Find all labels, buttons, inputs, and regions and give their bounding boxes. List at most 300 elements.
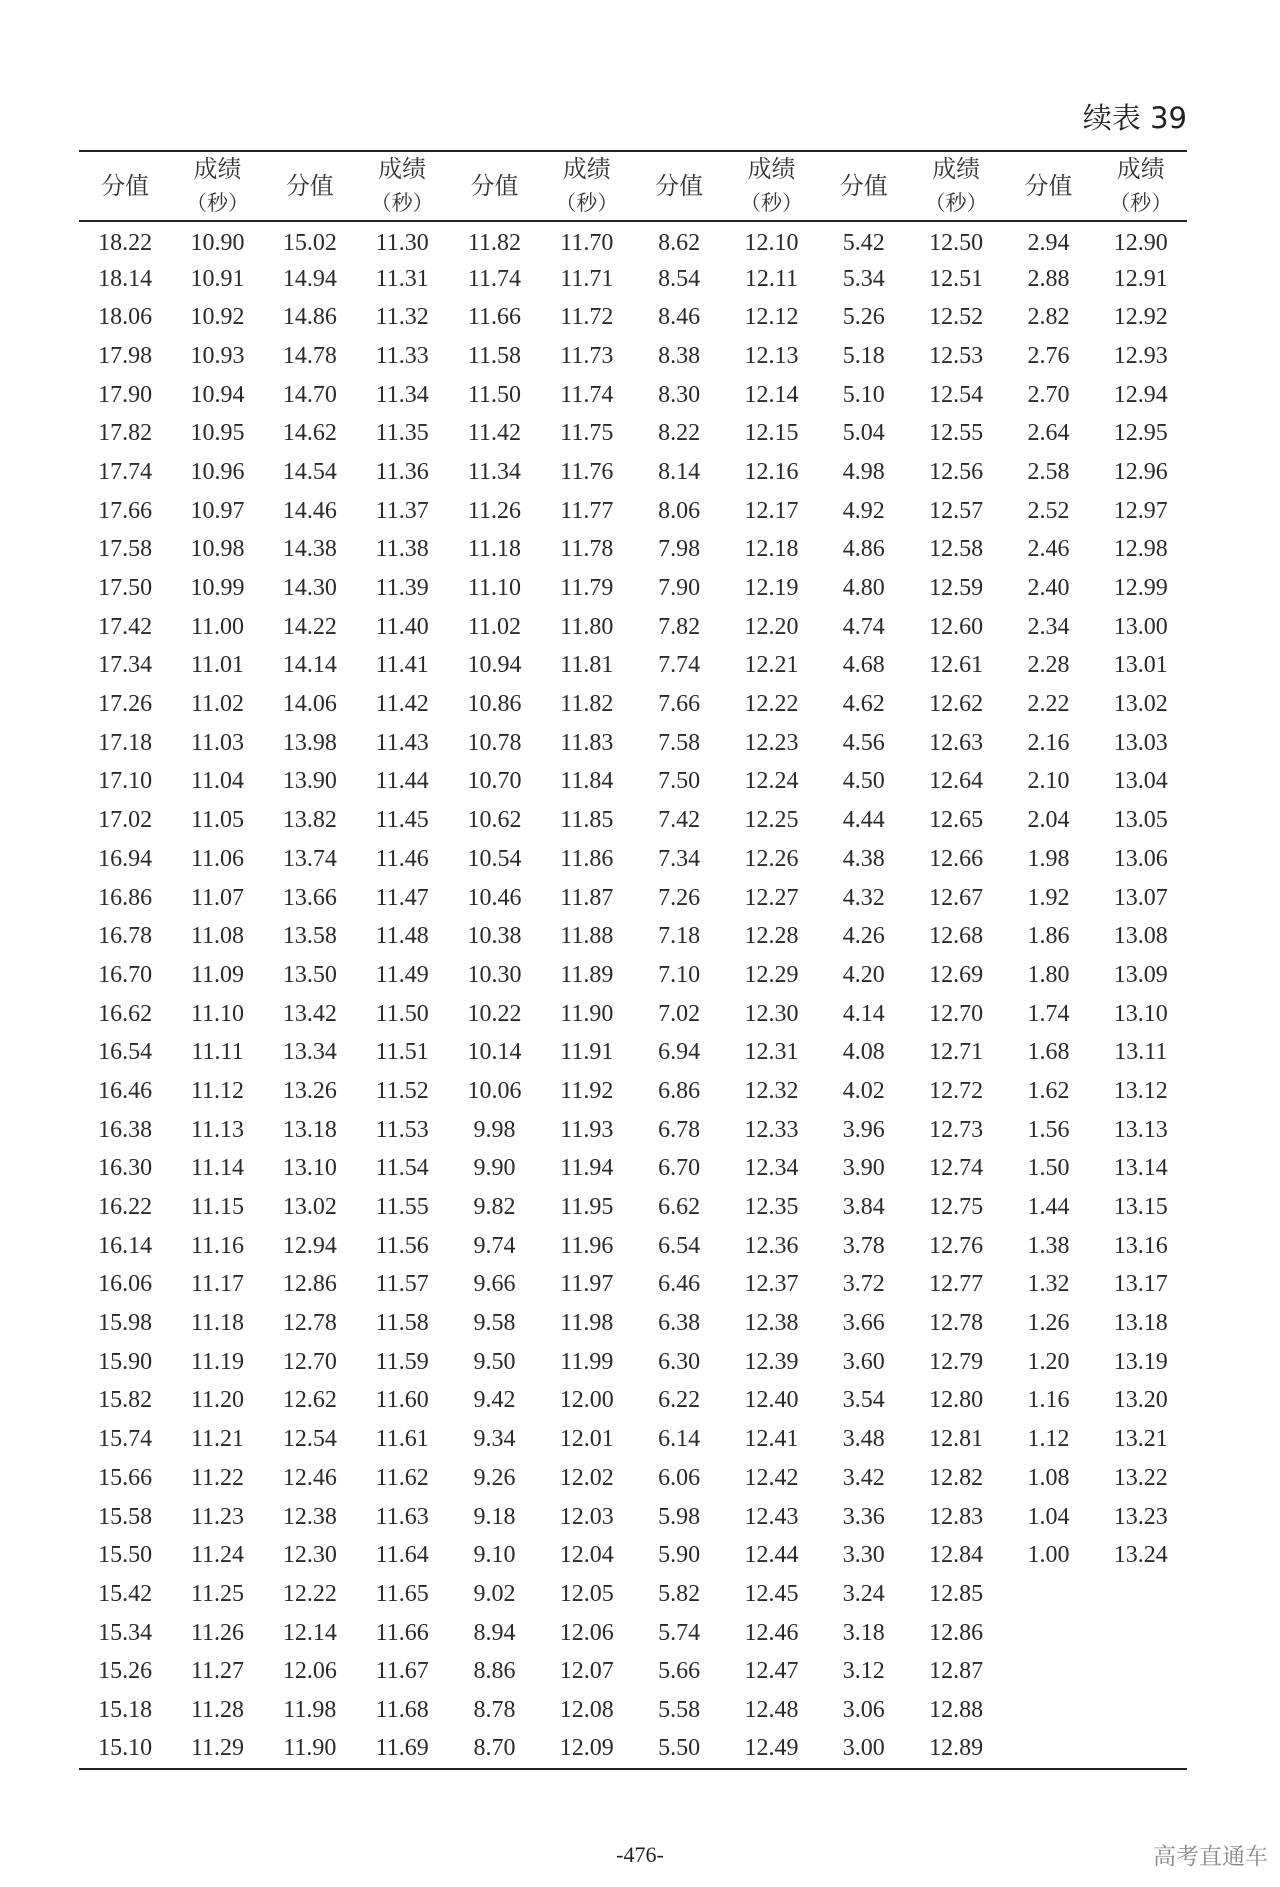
result-cell: 12.47 <box>744 1658 799 1685</box>
score-cell: 10.22 <box>467 1000 522 1027</box>
result-cell: 12.62 <box>929 691 984 718</box>
result-cell: 11.26 <box>190 1619 245 1646</box>
score-cell: 1.08 <box>1027 1464 1070 1491</box>
result-cell: 11.94 <box>560 1155 614 1182</box>
score-cell: 2.94 <box>1027 230 1070 257</box>
result-cell: 12.79 <box>929 1348 984 1375</box>
score-cell: 13.66 <box>282 884 337 911</box>
result-cell: 11.29 <box>190 1735 245 1762</box>
result-cell: 12.19 <box>744 575 799 602</box>
result-cell: 10.92 <box>190 304 245 331</box>
score-cell: 1.20 <box>1027 1348 1070 1375</box>
score-cell: 13.42 <box>282 1000 337 1027</box>
score-cell: 16.62 <box>98 1000 153 1027</box>
result-cell: 12.66 <box>929 845 984 872</box>
score-cell: 12.94 <box>282 1232 337 1259</box>
score-cell: 16.70 <box>98 961 153 988</box>
result-cell: 12.11 <box>744 265 799 292</box>
result-cell: 11.86 <box>560 845 614 872</box>
score-cell: 11.74 <box>467 265 522 292</box>
result-cell: 12.30 <box>744 1000 799 1027</box>
score-cell: 18.06 <box>98 304 153 331</box>
page-number: -476- <box>616 1842 664 1867</box>
result-cell: 11.07 <box>190 884 245 911</box>
score-cell: 10.70 <box>467 768 522 795</box>
result-cell: 11.47 <box>375 884 429 911</box>
header-result-label: 成绩 <box>932 155 981 183</box>
result-cell: 11.09 <box>190 961 245 988</box>
result-cell: 11.37 <box>375 497 429 524</box>
result-cell: 11.43 <box>375 729 429 756</box>
score-cell: 16.54 <box>98 1039 153 1066</box>
score-cell: 12.78 <box>282 1310 337 1337</box>
result-cell: 12.63 <box>929 729 984 756</box>
result-cell: 11.77 <box>560 497 614 524</box>
result-cell: 12.29 <box>744 961 799 988</box>
score-cell: 4.26 <box>842 923 885 950</box>
result-cell <box>1095 1614 1187 1653</box>
result-cell: 12.08 <box>559 1696 614 1723</box>
score-cell: 13.50 <box>282 961 337 988</box>
result-cell: 13.05 <box>1113 807 1168 834</box>
result-cell: 11.28 <box>190 1696 245 1723</box>
score-cell: 14.46 <box>282 497 337 524</box>
result-cell: 12.64 <box>929 768 984 795</box>
result-cell: 10.95 <box>190 420 245 447</box>
score-cell: 2.16 <box>1027 729 1070 756</box>
result-cell: 11.92 <box>560 1077 614 1104</box>
score-cell: 14.86 <box>282 304 337 331</box>
score-cell: 2.70 <box>1027 381 1070 408</box>
result-cell: 13.20 <box>1113 1387 1168 1414</box>
result-cell: 13.21 <box>1113 1426 1168 1453</box>
score-cell: 13.90 <box>282 768 337 795</box>
result-cell: 12.28 <box>744 923 799 950</box>
result-cell: 11.38 <box>375 536 429 563</box>
score-cell: 1.62 <box>1027 1077 1070 1104</box>
score-cell: 4.32 <box>842 884 885 911</box>
score-cell: 3.66 <box>842 1310 885 1337</box>
score-cell: 15.90 <box>98 1348 153 1375</box>
header-unit: （秒） <box>924 191 988 215</box>
result-cell: 11.74 <box>560 381 614 408</box>
result-cell: 12.06 <box>559 1619 614 1646</box>
table-row <box>79 995 1187 1034</box>
result-cell: 10.93 <box>190 342 245 369</box>
table-row <box>79 1188 1187 1227</box>
score-cell: 15.66 <box>98 1464 153 1491</box>
result-cell: 12.78 <box>929 1310 984 1337</box>
result-cell <box>1095 1652 1187 1691</box>
score-cell: 4.80 <box>842 575 885 602</box>
table-row <box>79 647 1187 686</box>
table-row <box>79 1614 1187 1653</box>
table-row <box>79 917 1187 956</box>
score-cell: 3.18 <box>842 1619 885 1646</box>
table-row <box>79 1420 1187 1459</box>
result-cell: 12.35 <box>744 1194 799 1221</box>
result-cell: 12.92 <box>1113 304 1168 331</box>
score-cell: 2.46 <box>1027 536 1070 563</box>
result-cell: 12.69 <box>929 961 984 988</box>
result-cell: 11.66 <box>375 1619 429 1646</box>
score-cell: 8.94 <box>473 1619 516 1646</box>
result-cell: 11.78 <box>560 536 614 563</box>
table-row <box>79 1498 1187 1537</box>
score-cell: 3.96 <box>842 1116 885 1143</box>
score-cell: 4.56 <box>842 729 885 756</box>
score-cell: 14.70 <box>282 381 337 408</box>
score-cell: 1.50 <box>1027 1155 1070 1182</box>
result-cell: 11.65 <box>375 1580 429 1607</box>
score-cell: 7.90 <box>658 575 701 602</box>
result-cell: 11.42 <box>375 691 429 718</box>
score-cell: 9.74 <box>473 1232 516 1259</box>
score-cell: 12.46 <box>282 1464 337 1491</box>
score-cell: 9.42 <box>473 1387 516 1414</box>
score-cell: 12.70 <box>282 1348 337 1375</box>
score-cell: 6.22 <box>658 1387 701 1414</box>
table-row <box>79 1072 1187 1111</box>
score-cell: 15.26 <box>98 1658 153 1685</box>
score-cell: 8.46 <box>658 304 701 331</box>
score-cell: 14.22 <box>282 613 337 640</box>
result-cell: 11.67 <box>375 1658 429 1685</box>
header-result-label: 成绩 <box>378 155 427 183</box>
score-cell: 5.98 <box>658 1503 701 1530</box>
result-cell: 10.96 <box>190 458 245 485</box>
score-cell <box>1002 1575 1094 1614</box>
result-cell: 12.49 <box>744 1735 799 1762</box>
header-result <box>356 151 448 221</box>
result-cell: 12.88 <box>929 1696 984 1723</box>
result-cell: 11.11 <box>191 1039 244 1066</box>
header-score: 分值 <box>1024 172 1073 200</box>
result-cell: 12.37 <box>744 1271 799 1298</box>
score-cell: 18.14 <box>98 265 153 292</box>
result-cell: 12.14 <box>744 381 799 408</box>
score-cell: 18.22 <box>98 230 153 257</box>
result-cell: 13.08 <box>1113 923 1168 950</box>
score-cell: 3.36 <box>842 1503 885 1530</box>
score-cell: 15.50 <box>98 1542 153 1569</box>
result-cell: 11.18 <box>190 1310 245 1337</box>
result-cell: 12.20 <box>744 613 799 640</box>
result-cell: 12.76 <box>929 1232 984 1259</box>
result-cell: 12.18 <box>744 536 799 563</box>
result-cell: 13.12 <box>1113 1077 1168 1104</box>
score-cell: 5.18 <box>842 342 885 369</box>
score-cell: 16.78 <box>98 923 153 950</box>
header-unit: （秒） <box>1109 191 1173 215</box>
score-cell: 3.90 <box>842 1155 885 1182</box>
table-row <box>79 337 1187 376</box>
result-cell: 11.62 <box>375 1464 429 1491</box>
result-cell: 11.84 <box>560 768 614 795</box>
result-cell: 11.17 <box>190 1271 245 1298</box>
score-cell: 1.32 <box>1027 1271 1070 1298</box>
score-cell: 12.14 <box>282 1619 337 1646</box>
score-cell: 2.28 <box>1027 652 1070 679</box>
score-cell: 9.26 <box>473 1464 516 1491</box>
result-cell: 11.72 <box>560 304 614 331</box>
result-cell: 13.04 <box>1113 768 1168 795</box>
table-row <box>79 1575 1187 1614</box>
result-cell: 11.19 <box>190 1348 245 1375</box>
result-cell: 12.85 <box>929 1580 984 1607</box>
result-cell: 12.05 <box>559 1580 614 1607</box>
score-cell: 9.58 <box>473 1310 516 1337</box>
result-cell: 12.89 <box>929 1735 984 1762</box>
score-cell: 2.52 <box>1027 497 1070 524</box>
result-cell: 11.49 <box>375 961 429 988</box>
table-row <box>79 763 1187 802</box>
score-cell: 1.12 <box>1027 1426 1070 1453</box>
result-cell: 11.96 <box>560 1232 614 1259</box>
score-cell: 11.66 <box>467 304 522 331</box>
score-cell: 10.54 <box>467 845 522 872</box>
result-cell: 12.72 <box>929 1077 984 1104</box>
score-cell: 2.82 <box>1027 304 1070 331</box>
score-cell: 10.62 <box>467 807 522 834</box>
score-cell: 12.38 <box>282 1503 337 1530</box>
result-cell: 11.25 <box>190 1580 245 1607</box>
score-cell: 17.02 <box>98 807 153 834</box>
result-cell: 11.53 <box>375 1116 429 1143</box>
score-cell: 6.94 <box>658 1039 701 1066</box>
score-cell: 2.22 <box>1027 691 1070 718</box>
table-row <box>79 685 1187 724</box>
score-cell: 11.98 <box>283 1696 337 1723</box>
score-cell: 11.50 <box>467 381 522 408</box>
result-cell: 11.01 <box>190 652 245 679</box>
result-cell: 11.05 <box>190 807 245 834</box>
result-cell <box>1095 1691 1187 1730</box>
result-cell: 11.50 <box>375 1000 429 1027</box>
score-cell: 11.10 <box>467 575 522 602</box>
result-cell: 10.94 <box>190 381 245 408</box>
score-cell: 16.30 <box>98 1155 153 1182</box>
table-row <box>79 1227 1187 1266</box>
score-cell: 11.82 <box>467 230 522 257</box>
result-cell: 12.75 <box>929 1194 984 1221</box>
score-cell: 12.06 <box>282 1658 337 1685</box>
result-cell: 11.91 <box>560 1039 614 1066</box>
score-cell: 5.34 <box>842 265 885 292</box>
score-cell: 5.42 <box>842 230 885 257</box>
result-cell <box>1095 1575 1187 1614</box>
score-cell: 3.42 <box>842 1464 885 1491</box>
score-cell: 9.82 <box>473 1194 516 1221</box>
score-cell: 6.14 <box>658 1426 701 1453</box>
score-cell: 5.82 <box>658 1580 701 1607</box>
table-row <box>79 414 1187 453</box>
score-cell: 5.66 <box>658 1658 701 1685</box>
score-cell: 7.18 <box>658 923 701 950</box>
result-cell: 11.10 <box>190 1000 245 1027</box>
table-row <box>79 840 1187 879</box>
result-cell: 12.38 <box>744 1310 799 1337</box>
result-cell: 11.22 <box>190 1464 245 1491</box>
table-row <box>79 1266 1187 1305</box>
score-cell: 1.68 <box>1027 1039 1070 1066</box>
score-cell: 6.78 <box>658 1116 701 1143</box>
result-cell: 12.39 <box>744 1348 799 1375</box>
score-cell: 5.74 <box>658 1619 701 1646</box>
score-cell: 13.82 <box>282 807 337 834</box>
result-cell: 12.60 <box>929 613 984 640</box>
score-cell: 2.10 <box>1027 768 1070 795</box>
score-cell: 4.68 <box>842 652 885 679</box>
result-cell: 12.50 <box>929 230 984 257</box>
table-row <box>79 1382 1187 1421</box>
result-cell: 11.93 <box>560 1116 614 1143</box>
result-cell: 12.82 <box>929 1464 984 1491</box>
result-cell: 12.15 <box>744 420 799 447</box>
result-cell: 12.09 <box>559 1735 614 1762</box>
result-cell: 11.04 <box>190 768 245 795</box>
score-cell: 17.42 <box>98 613 153 640</box>
result-cell: 12.74 <box>929 1155 984 1182</box>
score-cell: 1.26 <box>1027 1310 1070 1337</box>
result-cell: 12.53 <box>929 342 984 369</box>
table-body <box>79 221 1187 1769</box>
result-cell: 12.42 <box>744 1464 799 1491</box>
score-cell: 8.14 <box>658 458 701 485</box>
score-cell: 3.24 <box>842 1580 885 1607</box>
score-cell: 7.98 <box>658 536 701 563</box>
result-cell: 12.32 <box>744 1077 799 1104</box>
score-cell: 3.78 <box>842 1232 885 1259</box>
score-cell: 11.42 <box>467 420 522 447</box>
result-cell: 12.84 <box>929 1542 984 1569</box>
score-cell: 5.50 <box>658 1735 701 1762</box>
table-row <box>79 1033 1187 1072</box>
table-row <box>79 569 1187 608</box>
result-cell: 12.03 <box>559 1503 614 1530</box>
result-cell: 12.01 <box>559 1426 614 1453</box>
result-cell: 12.24 <box>744 768 799 795</box>
result-cell: 13.10 <box>1113 1000 1168 1027</box>
result-cell: 12.98 <box>1113 536 1168 563</box>
score-cell: 1.56 <box>1027 1116 1070 1143</box>
score-cell: 17.10 <box>98 768 153 795</box>
score-cell: 9.98 <box>473 1116 516 1143</box>
result-cell: 11.90 <box>560 1000 614 1027</box>
table-row <box>79 1459 1187 1498</box>
score-cell: 10.30 <box>467 961 522 988</box>
score-cell: 17.74 <box>98 458 153 485</box>
result-cell: 12.48 <box>744 1696 799 1723</box>
score-cell: 7.26 <box>658 884 701 911</box>
header-result <box>910 151 1002 221</box>
score-cell <box>1002 1614 1094 1653</box>
result-cell: 10.99 <box>190 575 245 602</box>
result-cell: 13.14 <box>1113 1155 1168 1182</box>
result-cell: 11.88 <box>560 923 614 950</box>
result-cell: 11.59 <box>375 1348 429 1375</box>
score-cell: 9.10 <box>473 1542 516 1569</box>
result-cell: 12.80 <box>929 1387 984 1414</box>
score-cell: 14.78 <box>282 342 337 369</box>
score-cell: 16.86 <box>98 884 153 911</box>
score-cell: 17.90 <box>98 381 153 408</box>
score-cell: 11.18 <box>467 536 522 563</box>
result-cell: 12.16 <box>744 458 799 485</box>
result-cell: 13.15 <box>1113 1194 1168 1221</box>
result-cell: 10.91 <box>190 265 245 292</box>
score-cell: 7.34 <box>658 845 701 872</box>
result-cell: 11.14 <box>190 1155 245 1182</box>
score-cell: 10.94 <box>467 652 522 679</box>
score-cell: 17.82 <box>98 420 153 447</box>
score-cell: 11.34 <box>467 458 522 485</box>
score-cell <box>1002 1691 1094 1730</box>
table-row <box>79 260 1187 299</box>
result-cell: 12.12 <box>744 304 799 331</box>
score-cell: 4.86 <box>842 536 885 563</box>
score-cell: 15.82 <box>98 1387 153 1414</box>
result-cell: 11.70 <box>560 230 614 257</box>
result-cell: 12.31 <box>744 1039 799 1066</box>
result-cell: 11.85 <box>560 807 614 834</box>
score-cell: 12.62 <box>282 1387 337 1414</box>
score-cell: 16.38 <box>98 1116 153 1143</box>
score-cell: 14.30 <box>282 575 337 602</box>
table-row <box>79 879 1187 918</box>
score-cell: 10.86 <box>467 691 522 718</box>
result-cell: 11.24 <box>190 1542 245 1569</box>
score-cell: 15.02 <box>282 230 337 257</box>
score-cell: 6.86 <box>658 1077 701 1104</box>
table-row <box>79 956 1187 995</box>
score-cell: 16.94 <box>98 845 153 872</box>
table-row <box>79 221 1187 260</box>
score-cell: 16.14 <box>98 1232 153 1259</box>
result-cell: 11.35 <box>375 420 429 447</box>
score-cell: 17.66 <box>98 497 153 524</box>
table-row <box>79 298 1187 337</box>
result-cell: 11.60 <box>375 1387 429 1414</box>
score-cell <box>1002 1730 1094 1769</box>
score-cell: 8.06 <box>658 497 701 524</box>
score-cell: 9.50 <box>473 1348 516 1375</box>
result-cell: 12.68 <box>929 923 984 950</box>
table-caption: 续表 39 <box>1082 101 1187 135</box>
score-cell: 6.30 <box>658 1348 701 1375</box>
result-cell: 13.02 <box>1113 691 1168 718</box>
table-row <box>79 531 1187 570</box>
score-cell: 10.06 <box>467 1077 522 1104</box>
score-cell: 4.38 <box>842 845 885 872</box>
score-cell: 9.02 <box>473 1580 516 1607</box>
result-cell: 13.00 <box>1113 613 1168 640</box>
table-row <box>79 376 1187 415</box>
score-cell: 3.54 <box>842 1387 885 1414</box>
score-cell: 7.66 <box>658 691 701 718</box>
result-cell: 11.79 <box>560 575 614 602</box>
score-cell: 13.18 <box>282 1116 337 1143</box>
result-cell: 12.52 <box>929 304 984 331</box>
score-cell: 8.70 <box>473 1735 516 1762</box>
result-cell: 12.99 <box>1113 575 1168 602</box>
score-cell: 13.26 <box>282 1077 337 1104</box>
result-cell: 11.23 <box>190 1503 245 1530</box>
result-cell: 11.21 <box>190 1426 245 1453</box>
score-cell: 4.50 <box>842 768 885 795</box>
score-cell: 17.98 <box>98 342 153 369</box>
header-unit: （秒） <box>370 191 434 215</box>
